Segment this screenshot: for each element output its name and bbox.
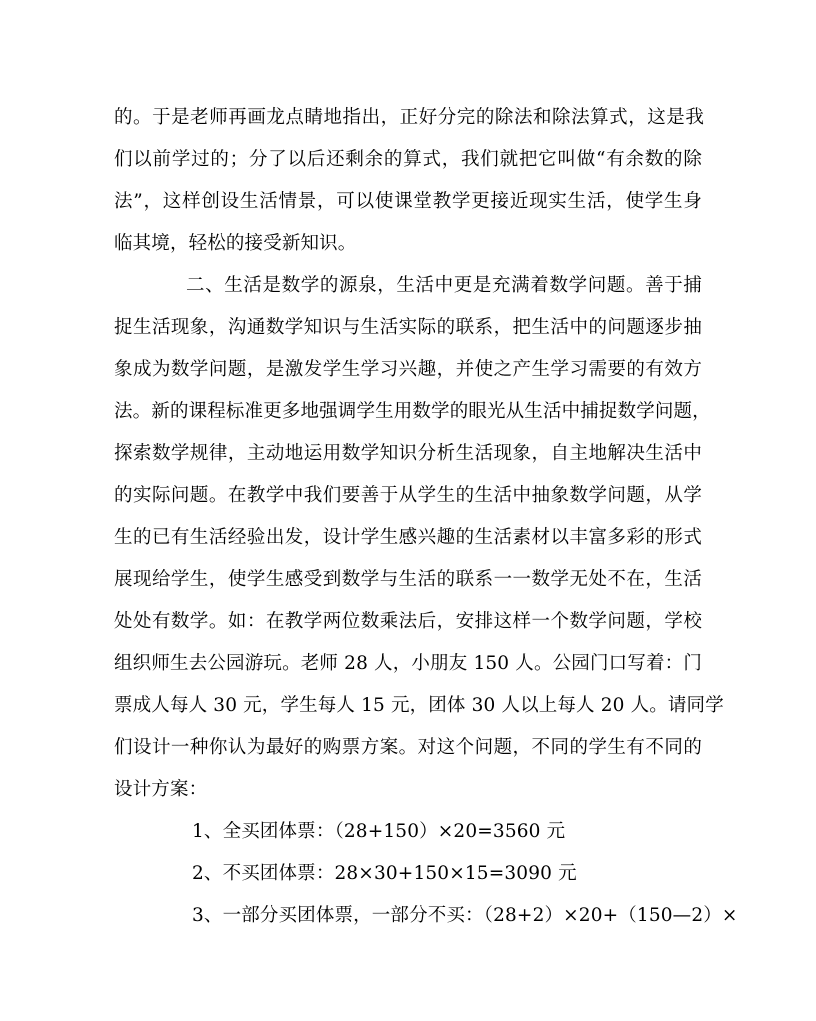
text-line-2: 们以前学过的；分了以后还剩余的算式，我们就把它叫做“有余数的除 bbox=[114, 149, 702, 170]
text-line-10: 的实际问题。在教学中我们要善于从学生的生活中抽象数学问题，从学 bbox=[114, 485, 702, 506]
text-line-4: 临其境，轻松的接受新知识。 bbox=[114, 233, 357, 254]
text-line-11: 生的已有生活经验出发，设计学生感兴趣的生活素材以丰富多彩的形式 bbox=[114, 527, 702, 548]
list-item-3: 3、一部分买团体票，一部分不买：（28+2）×20+（150—2）× bbox=[192, 905, 738, 926]
text-line-8: 法。新的课程标准更多地强调学生用数学的眼光从生活中捕捉数学问题， bbox=[114, 401, 711, 422]
text-line-13: 处处有数学。如：在教学两位数乘法后，安排这样一个数学问题，学校 bbox=[114, 611, 702, 632]
text-line-3: 法”，这样创设生活情景，可以使课堂教学更接近现实生活，使学生身 bbox=[114, 191, 702, 212]
text-line-5: 二、生活是数学的源泉，生活中更是充满着数学问题。善于捕 bbox=[186, 275, 702, 296]
list-item-2: 2、不买团体票：28×30+150×15=3090 元 bbox=[192, 863, 577, 884]
text-line-7: 象成为数学问题，是激发学生学习兴趣，并使之产生学习需要的有效方 bbox=[114, 359, 702, 380]
text-line-17: 设计方案： bbox=[114, 779, 208, 800]
list-item-1: 1、全买团体票：（28+150）×20=3560 元 bbox=[192, 821, 566, 842]
text-line-16: 们设计一种你认为最好的购票方案。对这个问题，不同的学生有不同的 bbox=[114, 737, 702, 758]
text-line-9: 探索数学规律，主动地运用数学知识分析生活现象，自主地解决生活中 bbox=[114, 443, 702, 464]
text-line-1: 的。于是老师再画龙点睛地指出，正好分完的除法和除法算式，这是我 bbox=[114, 107, 704, 128]
text-line-6: 捉生活现象，沟通数学知识与生活实际的联系，把生活中的问题逐步抽 bbox=[114, 317, 702, 338]
text-line-15: 票成人每人 30 元，学生每人 15 元，团体 30 人以上每人 20 人。请同学 bbox=[114, 695, 724, 716]
text-line-14: 组织师生去公园游玩。老师 28 人，小朋友 150 人。公园门口写着：门 bbox=[114, 653, 702, 674]
text-line-12: 展现给学生，使学生感受到数学与生活的联系一一数学无处不在，生活 bbox=[114, 569, 702, 590]
